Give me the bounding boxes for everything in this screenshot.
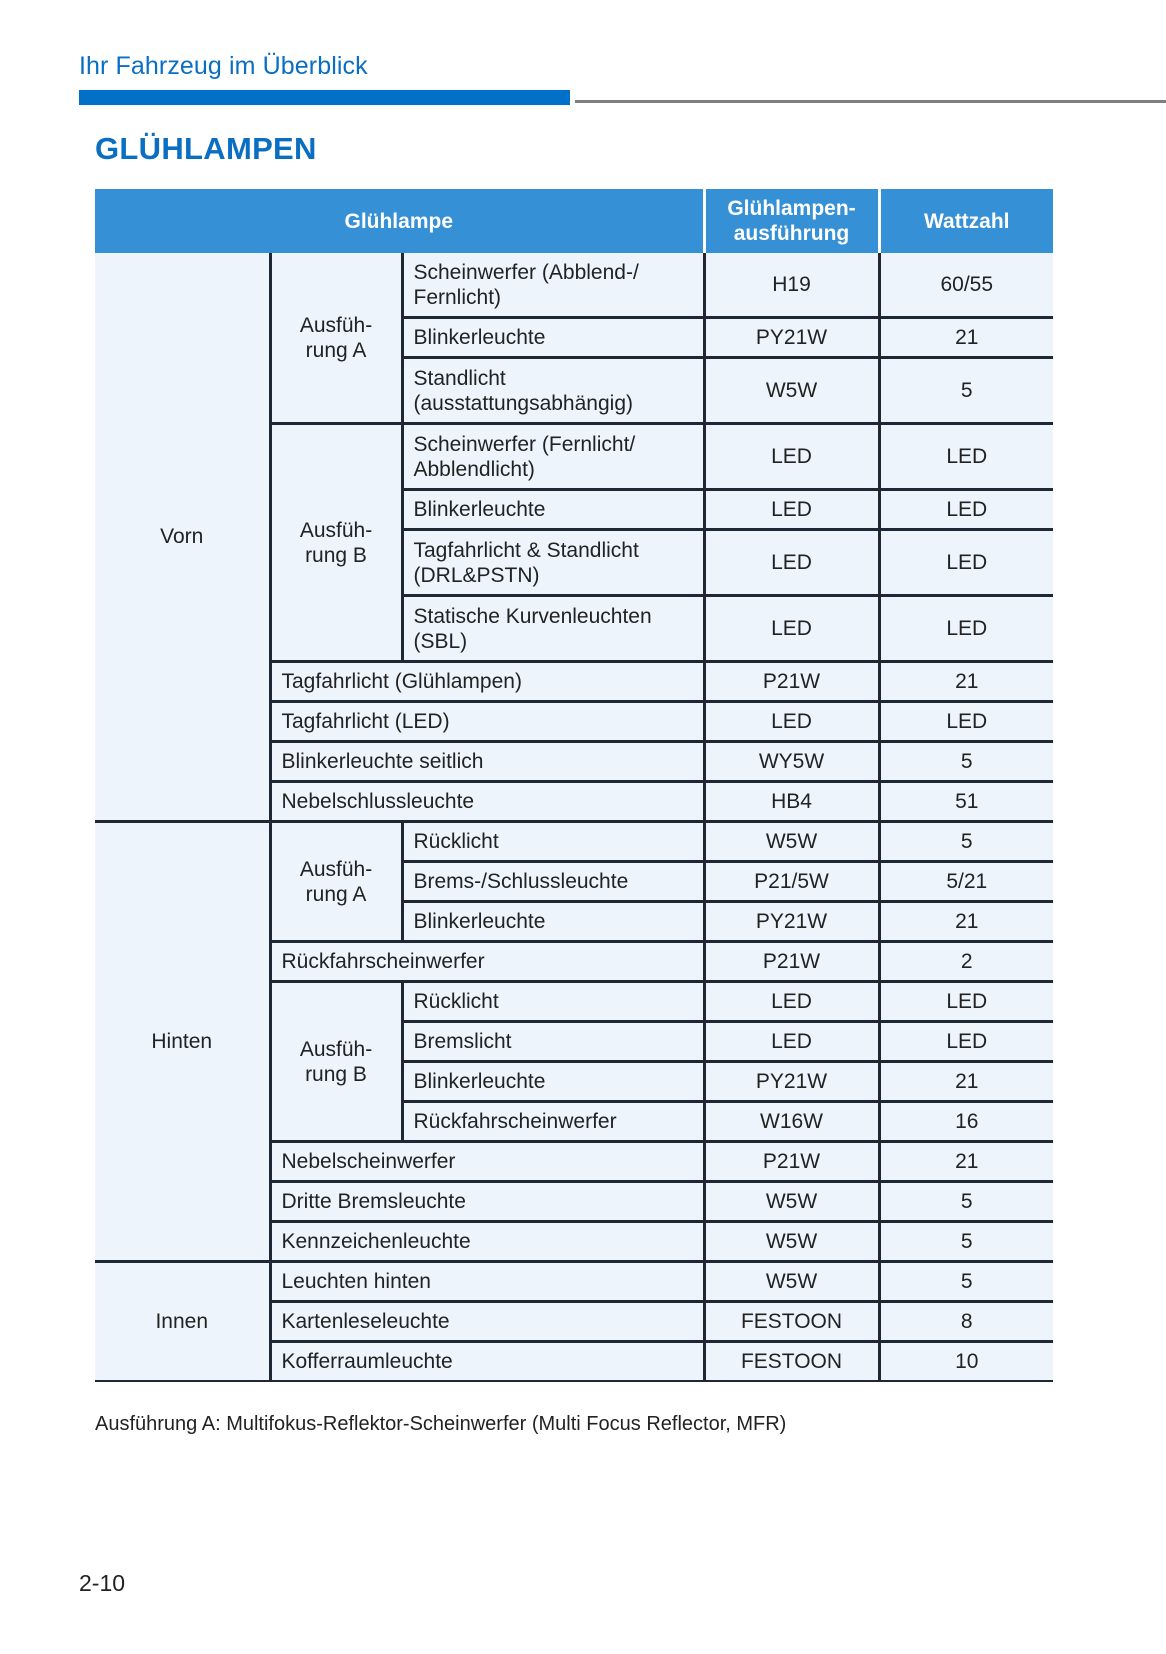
bulb-name-line2: (ausstattungsabhängig) (413, 391, 633, 415)
bulb-name: Blinkerleuchte (402, 490, 704, 530)
bulb-type: PY21W (704, 318, 879, 358)
bulb-type: FESTOON (704, 1342, 879, 1382)
variant-cell-a (270, 822, 402, 942)
bulb-type: W16W (704, 1102, 879, 1142)
bulb-wattage: 21 (879, 1062, 1053, 1102)
bulb-name: Bremslicht (402, 1022, 704, 1062)
bulb-wattage: 5 (879, 1262, 1053, 1302)
bulb-type: PY21W (704, 902, 879, 942)
bulb-type: LED (704, 982, 879, 1022)
bulb-type: LED (704, 596, 879, 662)
bulb-name-line2: (DRL&PSTN) (413, 563, 540, 587)
bulb-name: Rücklicht (402, 982, 704, 1022)
bulb-type: LED (704, 702, 879, 742)
bulb-type: FESTOON (704, 1302, 879, 1342)
bulb-name: Dritte Bremsleuchte (270, 1182, 704, 1222)
bulb-type: W5W (704, 1262, 879, 1302)
table-row (95, 822, 1053, 862)
bulb-name-line2: (SBL) (413, 629, 468, 653)
variant-label-line2: rung B (305, 543, 367, 567)
bulb-name (402, 530, 704, 596)
column-header-bulb-type (704, 189, 879, 253)
bulb-type: P21W (704, 662, 879, 702)
bulb-table (95, 189, 1053, 1382)
variant-label-line2: rung A (305, 338, 367, 362)
bulb-type: HB4 (704, 782, 879, 822)
header-accent-bar (79, 90, 570, 105)
footnote: Ausführung A: Multifokus-Reflektor-Scheinwerfer (Multi Focus Reflector, MFR) (95, 1413, 787, 1435)
bulb-name: Nebelschlussleuchte (270, 782, 704, 822)
bulb-wattage: LED (879, 1022, 1053, 1062)
variant-label-line1: Ausfüh- (299, 313, 373, 337)
variant-cell-b (270, 424, 402, 662)
bulb-name: Kennzeichenleuchte (270, 1222, 704, 1262)
bulb-wattage: 5 (879, 742, 1053, 782)
section-title: Ihr Fahrzeug im Überblick (79, 52, 368, 80)
bulb-name-line2: Abblendlicht) (413, 457, 535, 481)
bulb-name: Nebelscheinwerfer (270, 1142, 704, 1182)
bulb-wattage: 2 (879, 942, 1053, 982)
variant-label-line2: rung B (305, 1062, 367, 1086)
bulb-wattage: LED (879, 424, 1053, 490)
group-cell-front: Vorn (95, 253, 270, 822)
bulb-wattage: 51 (879, 782, 1053, 822)
bulb-name: Blinkerleuchte seitlich (270, 742, 704, 782)
bulb-type: LED (704, 490, 879, 530)
bulb-name: Tagfahrlicht (Glühlampen) (270, 662, 704, 702)
bulb-type: LED (704, 1022, 879, 1062)
variant-cell-b (270, 982, 402, 1142)
bulb-type: P21W (704, 1142, 879, 1182)
column-header-wattage: Wattzahl (879, 189, 1053, 253)
bulb-wattage: LED (879, 596, 1053, 662)
bulb-wattage: 60/55 (879, 253, 1053, 318)
bulb-name: Blinkerleuchte (402, 1062, 704, 1102)
bulb-wattage: 5 (879, 358, 1053, 424)
table-row (95, 1262, 1053, 1302)
bulb-wattage: 10 (879, 1342, 1053, 1382)
bulb-wattage: 5 (879, 822, 1053, 862)
bulb-wattage: 21 (879, 1142, 1053, 1182)
page-heading: GLÜHLAMPEN (95, 131, 317, 166)
bulb-wattage: LED (879, 530, 1053, 596)
variant-label-line2: rung A (305, 882, 367, 906)
header-rule (575, 100, 1166, 103)
bulb-type: P21/5W (704, 862, 879, 902)
bulb-name: Brems-/Schlussleuchte (402, 862, 704, 902)
table-row (95, 253, 1053, 318)
bulb-type: LED (704, 424, 879, 490)
bulb-name: Blinkerleuchte (402, 318, 704, 358)
variant-cell-a (270, 253, 402, 424)
bulb-wattage: LED (879, 982, 1053, 1022)
bulb-name: Tagfahrlicht (LED) (270, 702, 704, 742)
bulb-wattage: 21 (879, 662, 1053, 702)
bulb-type: P21W (704, 942, 879, 982)
table-header-row (95, 189, 1053, 253)
bulb-name: Kofferraumleuchte (270, 1342, 704, 1382)
bulb-name (402, 424, 704, 490)
bulb-name-line2: Fernlicht) (413, 285, 502, 309)
bulb-wattage: 5/21 (879, 862, 1053, 902)
bulb-name (402, 596, 704, 662)
bulb-wattage: 16 (879, 1102, 1053, 1142)
bulb-name (402, 253, 704, 318)
variant-label-line1: Ausfüh- (299, 518, 373, 542)
bulb-wattage: 21 (879, 318, 1053, 358)
bulb-wattage: LED (879, 702, 1053, 742)
bulb-type: W5W (704, 1222, 879, 1262)
variant-label-line1: Ausfüh- (299, 1037, 373, 1061)
bulb-type: W5W (704, 358, 879, 424)
bulb-name: Leuchten hinten (270, 1262, 704, 1302)
bulb-wattage: 21 (879, 902, 1053, 942)
group-cell-interior: Innen (95, 1262, 270, 1382)
bulb-name: Kartenleseleuchte (270, 1302, 704, 1342)
bulb-type: W5W (704, 1182, 879, 1222)
group-cell-rear: Hinten (95, 822, 270, 1262)
column-header-bulb-type-line1: Glühlampen- (727, 197, 856, 220)
bulb-name: Rückfahrscheinwerfer (402, 1102, 704, 1142)
bulb-type: LED (704, 530, 879, 596)
bulb-wattage: LED (879, 490, 1053, 530)
bulb-name-line1: Standlicht (413, 366, 506, 390)
bulb-name (402, 358, 704, 424)
bulb-name-line1: Tagfahrlicht & Standlicht (413, 538, 639, 562)
bulb-name: Blinkerleuchte (402, 902, 704, 942)
bulb-name: Rücklicht (402, 822, 704, 862)
bulb-type: WY5W (704, 742, 879, 782)
column-header-bulb-type-line2: ausführung (733, 222, 850, 245)
bulb-type: PY21W (704, 1062, 879, 1102)
bulb-type: W5W (704, 822, 879, 862)
bulb-wattage: 8 (879, 1302, 1053, 1342)
bulb-name: Rückfahrscheinwerfer (270, 942, 704, 982)
bulb-type: H19 (704, 253, 879, 318)
column-header-bulb: Glühlampe (95, 189, 704, 253)
bulb-name-line1: Scheinwerfer (Fernlicht/ (413, 432, 636, 456)
bulb-wattage: 5 (879, 1222, 1053, 1262)
page-number: 2-10 (79, 1570, 126, 1596)
variant-label-line1: Ausfüh- (299, 857, 373, 881)
bulb-name-line1: Scheinwerfer (Abblend-/ (413, 260, 639, 284)
bulb-name-line1: Statische Kurvenleuchten (413, 604, 652, 628)
bulb-wattage: 5 (879, 1182, 1053, 1222)
